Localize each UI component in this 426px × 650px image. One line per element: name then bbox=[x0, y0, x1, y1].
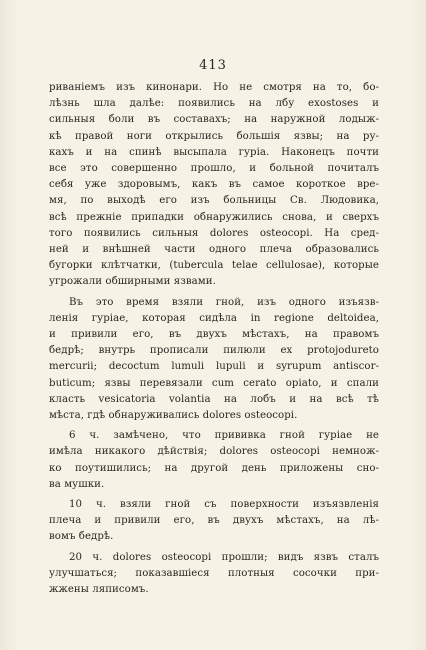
text-line: всѣ прежніе припадки обнаружились снова, и сверхъ bbox=[49, 211, 379, 223]
paragraph bbox=[49, 80, 379, 291]
text-line: плеча и привили его, въ двухъ мѣстахъ, на лѣ- bbox=[49, 515, 379, 527]
body-text bbox=[49, 80, 379, 598]
text-line: имѣла никакого дѣйствія; dolores osteocopi немнож- bbox=[49, 446, 379, 458]
text-line: того появились сильныя dolores osteocopi. На сред- bbox=[49, 227, 379, 239]
text-line: бугорки клѣтчатки, (tubercula telae cellulosae), которые bbox=[49, 260, 379, 272]
paragraph bbox=[49, 428, 379, 493]
text-line: мя, по выходѣ его изъ больницы Св. Людовика, bbox=[49, 195, 379, 207]
paragraph bbox=[49, 497, 379, 546]
text-line: класть vesicatoria volantia на лобъ и на всѣ тѣ bbox=[49, 393, 379, 405]
text-line: 20 ч. dolores osteocopi прошли; видъ язвъ сталъ bbox=[69, 551, 379, 563]
text-line: ва мушки. bbox=[49, 478, 105, 490]
text-line: себя уже здоровымъ, какъ въ самое короткое вре- bbox=[49, 179, 379, 191]
text-line: Въ это время взяли гной, изъ одного изъязв- bbox=[69, 296, 379, 308]
text-line: угрожали обширными язвами. bbox=[49, 276, 216, 288]
text-line: жжены ляписомъ. bbox=[49, 584, 149, 596]
text-line: все это совершенно прошло, и больной почиталъ bbox=[49, 163, 379, 175]
text-line: buticum; язвы перевязали cum cerato opiato, и спали bbox=[49, 377, 379, 389]
text-line: сильныя боли въ составахъ; на наружной лодыж- bbox=[49, 114, 379, 126]
text-line: риваніемъ изъ кинонари. Но не смотря на то, бо- bbox=[49, 82, 379, 93]
text-line: ней и внѣшней части одного плеча образовались bbox=[49, 244, 379, 256]
text-line: ленія гуріае, которая сидѣла in regione deltoidea, bbox=[49, 312, 379, 324]
paragraph bbox=[49, 550, 379, 599]
text-line: мѣста, гдѣ обнаруживались dolores osteocopi. bbox=[49, 410, 298, 422]
text-line: mercurii; decoctum lumuli lupuli и syrupum antiscor- bbox=[49, 361, 379, 373]
text-line: улучшаться; показавшіеся плотныя сосочки при- bbox=[49, 567, 379, 579]
text-line: и привили его, въ двухъ мѣстахъ, на правомъ bbox=[49, 329, 379, 341]
text-line: лѣзнь шла далѣе: появились на лбу exostoses и bbox=[49, 98, 379, 110]
text-line: кахъ и на спинѣ высыпала гуріа. Наконецъ почти bbox=[49, 146, 379, 158]
text-line: ко поутишились; на другой день приложены сно- bbox=[49, 462, 379, 474]
text-line: бедрѣ; внутрь прописали пилюли ex protojodureto bbox=[49, 345, 379, 357]
page-number: 413 bbox=[199, 58, 227, 73]
text-line: вомъ бедрѣ. bbox=[49, 531, 114, 543]
text-line: кѣ правой ноги открылись большія язвы; на ру- bbox=[49, 130, 379, 142]
text-line: 10 ч. взяли гной съ поверхности изъязвленія bbox=[69, 499, 379, 511]
text-line: 6 ч. замѣчено, что прививка гной гуріае не bbox=[69, 430, 379, 442]
paragraph bbox=[49, 295, 379, 425]
